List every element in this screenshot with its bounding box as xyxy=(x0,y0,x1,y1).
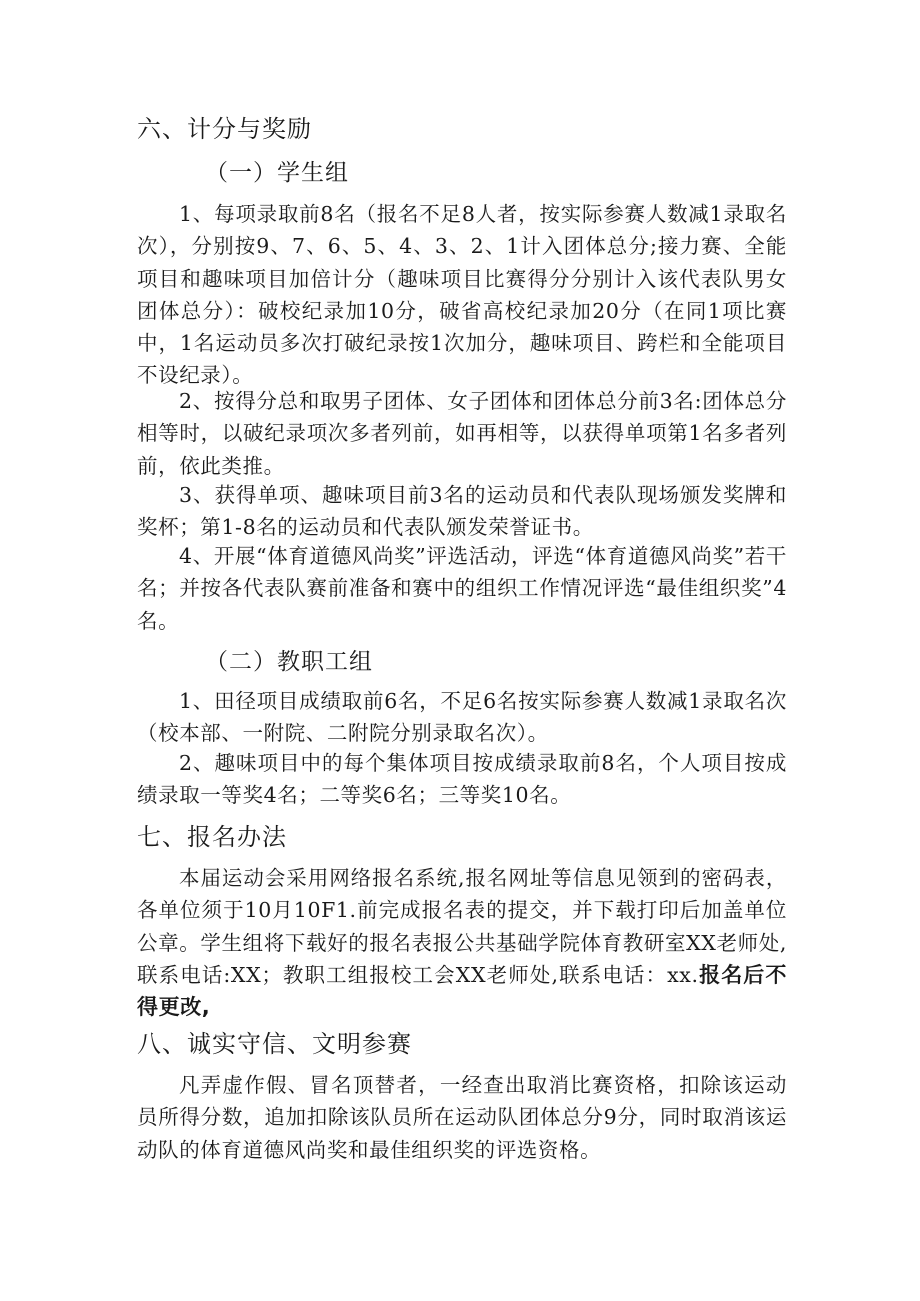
student-item-4: 4、开展“体育道德风尚奖”评选活动，评选“体育道德风尚奖”若干名；并按各代表队赛前准备和赛中的组织工作情况评选“最佳组织奖”4名。 xyxy=(137,544,787,633)
section-six-heading: 六、计分与奖励 xyxy=(137,115,312,143)
staff-item-2: 2、趣味项目中的每个集体项目按成绩录取前8名，个人项目按成绩录取一等奖4名；二等奖6名；三等奖10名。 xyxy=(137,751,787,808)
registration-paragraph xyxy=(137,862,787,1023)
staff-group-heading: （二）教职工组 xyxy=(205,649,373,675)
registration-emphasis: 报名后不得更改, xyxy=(137,962,788,1020)
registration-text: 本届运动会采用网络报名系统,报名网址等信息见领到的密码表，各单位须于10月10F1.前完成报名表的提交，并下载打印后加盖单位公章。学生组将下载好的报名表报公共基础学院体育教研室XX老师处,联系电话:XX；教职工组报校工会XX老师处,联系电话：xx. xyxy=(137,866,787,987)
student-item-1: 1、每项录取前8名（报名不足8人者，按实际参赛人数减1录取名次），分别按9、7、6、5、4、3、2、1计入团体总分;接力赛、全能项目和趣味项目加倍计分（趣味项目比赛得分分别计入该代表队男女团体总分）：破校纪录加10分，破省高校纪录加20分（在同1项比赛中，1名运动员多次打破纪录按1次加分，趣味项目、跨栏和全能项目不设纪录）。 xyxy=(137,202,787,388)
staff-item-1: 1、田径项目成绩取前6名，不足6名按实际参赛人数减1录取名次（校本部、一附院、二附院分别录取名次）。 xyxy=(137,689,787,746)
section-eight-heading: 八、诚实守信、文明参赛 xyxy=(137,1030,412,1058)
student-item-3: 3、获得单项、趣味项目前3名的运动员和代表队现场颁发奖牌和奖杯；第1-8名的运动员和代表队颁发荣誉证书。 xyxy=(137,483,787,540)
integrity-paragraph: 凡弄虚作假、冒名顶替者，一经查出取消比赛资格，扣除该运动员所得分数，追加扣除该队员所在运动队团体总分9分，同时取消该运动队的体育道德风尚奖和最佳组织奖的评选资格。 xyxy=(137,1073,787,1162)
section-seven-heading: 七、报名办法 xyxy=(137,823,287,851)
student-item-2: 2、按得分总和取男子团体、女子团体和团体总分前3名:团体总分相等时，以破纪录项次多者列前，如再相等，以获得单项第1名多者列前，依此类推。 xyxy=(137,389,787,478)
student-group-heading: （一）学生组 xyxy=(205,160,349,186)
